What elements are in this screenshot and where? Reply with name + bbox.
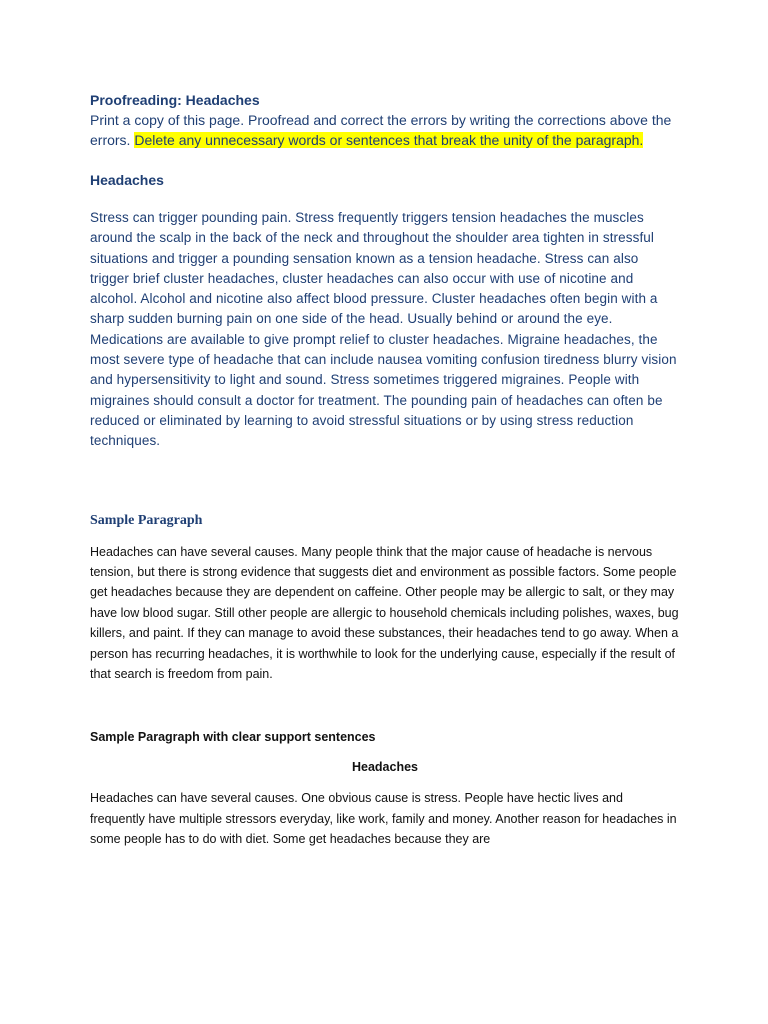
instructions-highlighted: Delete any unnecessary words or sentences that break the unity of the paragraph. — [134, 132, 644, 148]
exercise-paragraph: Stress can trigger pounding pain. Stress frequently triggers tension headaches the muscles around the scalp in the back of the neck and throughout the shoulder area tighten in stressful situations and trigger a pounding sensation known as a tension headache. Stress can also trigger brief cluster headaches, cluster headaches can also occur with use of nicotine and alcohol. Alcohol and nicotine also affect blood pressure. Cluster headaches often begin with a sharp sudden burning pain on one side of the head. Usually behind or around the eye. Medications are available to give prompt relief to cluster headaches. Migraine headaches, the most severe type of headache that can include nausea vomiting confusion tiredness blurry vision and hypersensitivity to light and sound. Stress sometimes triggered migraines. People with migraines should consult a doctor for treatment. The pounding pain of headaches can often be reduced or eliminated by learning to avoid stressful situations or by using stress reduction techniques. — [90, 210, 677, 449]
instructions — [90, 110, 680, 150]
sample-paragraph: Headaches can have several causes. Many people think that the major cause of headache is nervous tension, but there is strong evidence that suggests diet and environment as possible factors. Some people get headaches because they are dependent on caffeine. Other people may be allergic to salt, or they may have low blood sugar. Still other people are allergic to household chemicals including polishes, waxes, bug killers, and paint. If they can manage to avoid these substances, their headaches tend to go away. When a person has recurring headaches, it is worthwhile to look for the underlying cause, especially if the result of that search is freedom from pain. — [90, 544, 679, 681]
support-sample-title: Headaches — [351, 760, 418, 775]
sample-paragraph-heading: Sample Paragraph — [90, 512, 203, 528]
support-sample-heading: Sample Paragraph with clear support sentences — [90, 730, 376, 745]
instructions-plain: Print a copy of this page. Proofread and correct the errors by writing the corrections above the errors. — [90, 112, 672, 148]
support-sample-paragraph: Headaches can have several causes. One obvious cause is stress. People have hectic lives and frequently have multiple stressors everyday, like work, family and money. Another reason for headaches in some people has to do with diet. Some get headaches because they are — [90, 791, 677, 847]
proofreading-title: Proofreading: Headaches — [90, 92, 260, 108]
document-page — [90, 90, 680, 850]
exercise-heading: Headaches — [90, 172, 164, 188]
